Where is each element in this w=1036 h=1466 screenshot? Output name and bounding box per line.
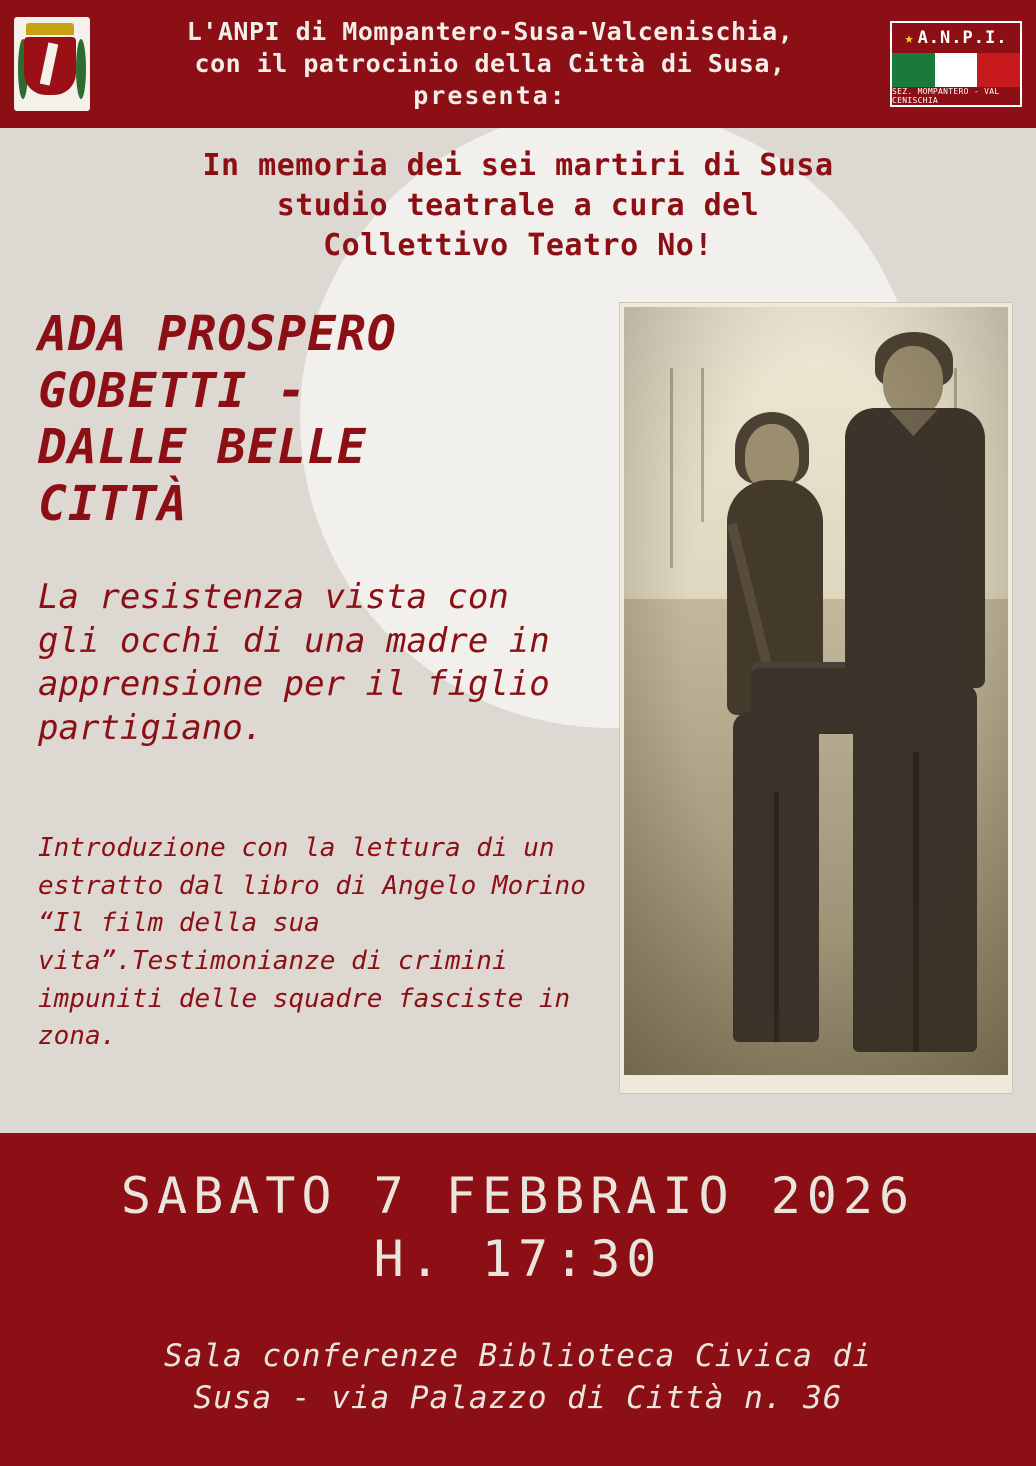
- anpi-logo-text: A.N.P.I.: [917, 28, 1008, 48]
- laurel-right-icon: [76, 39, 86, 99]
- coat-of-arms-icon: [14, 17, 90, 111]
- page-title-line-3: DALLE BELLE: [38, 419, 367, 476]
- poster-footer: [0, 1133, 1036, 1466]
- event-subtitle-line-2: studio teatrale a cura del: [276, 187, 760, 223]
- event-venue-line-2: Susa - via Palazzo di Città n. 36: [193, 1379, 843, 1416]
- anpi-logo-name: [892, 23, 1020, 53]
- shield-icon: [24, 37, 76, 95]
- header-line-2: con il patrocinio della Città di Susa,: [194, 49, 786, 78]
- event-intro-text: Introduzione con la lettura di un estratto dal libro di Angelo Morino “Il film della sua vita”.Testimonianze di crimini impuniti delle squadre fasciste in zona.: [38, 833, 586, 1052]
- header-line-1: L'ANPI di Mompantero-Susa-Valcenischia,: [186, 17, 794, 46]
- photo-image: [624, 307, 1008, 1075]
- archive-photo: [620, 303, 1012, 1093]
- event-description: La resistenza vista con gli occhi di una madre in apprensione per il figlio partigiano.: [38, 577, 550, 748]
- event-subtitle: [0, 128, 1036, 266]
- header-text: [90, 16, 890, 112]
- anpi-logo-section: SEZ. MOMPANTERO - VAL CENISCHIA: [892, 87, 1020, 105]
- event-date: SABATO 7 FEBBRAIO 2026: [120, 1167, 916, 1225]
- crown-icon: [26, 23, 74, 35]
- poster-body: [0, 128, 1036, 1133]
- anpi-logo: [890, 21, 1022, 107]
- page-title: [38, 306, 598, 533]
- page-title-line-2: GOBETTI -: [38, 362, 308, 419]
- event-venue: [0, 1336, 1036, 1420]
- star-icon: ★: [904, 29, 915, 47]
- event-time: H. 17:30: [373, 1229, 663, 1288]
- page-title-line-1: ADA PROSPERO: [38, 306, 397, 362]
- event-subtitle-line-3: Collettivo Teatro No!: [323, 227, 713, 263]
- italian-flag-icon: [892, 53, 1020, 87]
- header-line-3: presenta:: [413, 81, 567, 110]
- poster-header: [0, 0, 1036, 128]
- event-subtitle-line-1: In memoria dei sei martiri di Susa: [202, 148, 834, 183]
- page-title-line-4: CITTÀ: [38, 475, 188, 532]
- event-venue-line-1: Sala conferenze Biblioteca Civica di: [164, 1338, 872, 1374]
- photo-vignette: [624, 307, 1008, 1075]
